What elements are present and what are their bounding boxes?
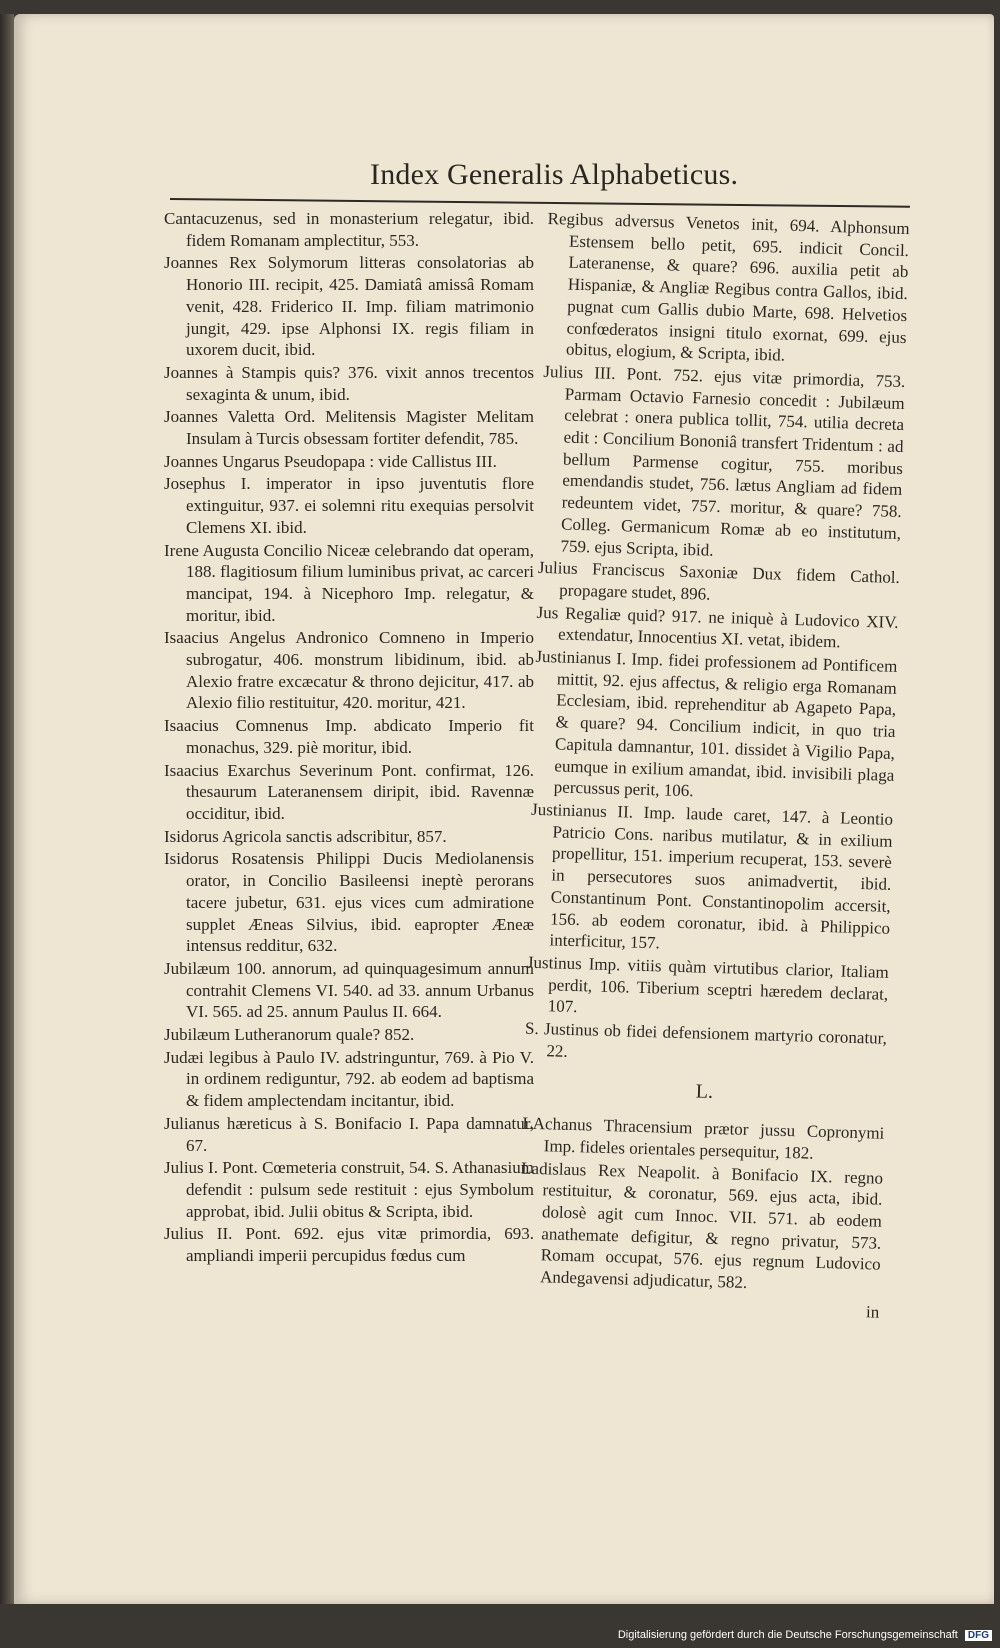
dfg-logo: DFG — [965, 1630, 992, 1641]
index-entry: Jus Regaliæ quid? 917. ne iniquè à Ludovico XIV. extendatur, Innocentius XI. vetat, ibidem. — [536, 602, 899, 652]
index-entry: Cantacuzenus, sed in monasterium relegatur, ibid. fidem Romanam amplectitur, 553. — [164, 209, 534, 250]
footer-credit-text: Digitalisierung gefördert durch die Deutsche Forschungsgemeinschaft — [617, 1629, 958, 1641]
index-entry: Jubilæum Lutheranorum quale? 852. — [164, 1025, 415, 1045]
index-entry: Isaacius Comnenus Imp. abdicato Imperio fit monachus, 329. piè moritur, ibid. — [164, 716, 534, 757]
index-entry: Isaacius Exarchus Severinum Pont. confirmat, 126. thesaurum Lateranensem diripit, ibid. Ravennæ occiditur, ibid. — [164, 760, 534, 823]
index-entry: Julianus hæreticus à S. Bonifacio I. Papa damnatur, 67. — [164, 1113, 534, 1155]
catchword: in — [865, 1302, 880, 1322]
page-title: Index Generalis Alphabeticus. — [370, 158, 739, 191]
index-entry: Ladislaus Rex Neapolit. à Bonifacio IX. regno restituitur, & coronatur, 569. ejus acta, ibid. dolosè agit cum Innoc. VII. 571. ab eodem anathemate defigitur, & regno privatur, 573. Romam occupat, 576. ejus regnum Ludovico Andegavensi adjudicatur, 582. — [520, 1158, 884, 1293]
index-entry: Julius II. Pont. 692. ejus vitæ primordia, 693. ampliandi imperii percupidus fœdus cum — [164, 1224, 534, 1266]
section-heading: L. — [695, 1080, 714, 1104]
index-entry: Isaacius Angelus Andronico Comneno in Imperio subrogatur, 406. monstrum libidinum, ibid. ab Alexio fratre excæcatur & throno dejicitur, 417. ab Alexio filio restituitur, 420. moritur, 421. — [164, 628, 534, 713]
left-column — [164, 208, 534, 1268]
index-entry: Joannes Rex Solymorum litteras consolatorias ab Honorio III. recipit, 425. Damiatâ amissâ Romam venit, 428. Friderico II. Imp. filiam matrimonio jungit, 429. ipse Alphonsi IX. regis filiam in uxorem ducit, ibid. — [164, 253, 534, 360]
index-entry: Joannes à Stampis quis? 376. vixit annos trecentos sexaginta & unum, ibid. — [164, 362, 534, 404]
right-column — [517, 208, 910, 1323]
index-entry: Julius I. Pont. Cœmeteria construit, 54. S. Athanasium defendit : pulsum sede restituit : ejus Symbolum approbat, ibid. Julii obitus & Scripta, ibid. — [164, 1158, 534, 1221]
footer-bar — [0, 1626, 1000, 1648]
index-entry: Joannes Ungarus Pseudopapa : vide Callistus III. — [164, 451, 497, 471]
index-entry: Julius III. Pont. 752. ejus vitæ primordia, 753. Parmam Octavio Farnesio concedit : Jubilæum celebrat : onera publica tollit, 754. utilia decreta edit : Concilium Bononiâ transfert Tridentum : ad bellum Parmense cogitur, 755. moribus emendandis studet, 756. lætus Angliam ad fidem redeuntem videt, 757. moritur, & quare? 758. Colleg. Germanicum Romæ ab eo institutum, 759. ejus Scripta, ibid. — [543, 361, 906, 560]
index-entry: Justinianus II. Imp. laude caret, 147. à Leontio Patricio Cons. naribus mutilatur, & in exilium propellitur, 151. imperium recuperat, 153. severè in persecutores suos animadvertit, ibid. Constantinum Pont. Constantinopolim accersit, 156. ab eodem coronatur, ibid. à Philippico interficitur, 157. — [530, 799, 894, 953]
index-entry: S. Justinus ob fidei defensionem martyrio coronatur, 22. — [524, 1018, 888, 1061]
index-entry: Justinus Imp. vitiis quàm virtutibus clarior, Italiam perdit, 106. Tiberium sceptri hæredem declarat, 107. — [526, 952, 890, 1017]
index-entry: Irene Augusta Concilio Niceæ celebrando dat operam, 188. flagitiosum filium luminibus privat, ac carceri mancipat, 194. à Nicephoro Imp. relegatur, & moritur, ibid. — [164, 540, 534, 625]
index-entry: LAchanus Thracensium prætor jussu Copronymi Imp. fideles orientales persequitur, 182. — [522, 1113, 885, 1163]
footer-credit — [618, 1629, 992, 1641]
index-entry: Julius Franciscus Saxoniæ Dux fidem Cathol. propagare studet, 896. — [537, 558, 901, 604]
index-entry: Joannes Valetta Ord. Melitensis Magister Melitam Insulam à Turcis obsessam fortiter defendit, 785. — [164, 407, 534, 449]
index-entry: Isidorus Rosatensis Philippi Ducis Mediolanensis orator, in Concilio Basileensi ineptè perorans tacere jubetur, 631. ejus vices cum admiratione supplet Æneas Silvius, ibid. eapropter Æneæ intensus redditur, 632. — [164, 849, 534, 956]
index-entry: Justinianus I. Imp. fidei professionem ad Pontificem mittit, 92. ejus affectus, & religio erga Romanam Ecclesiam, ibid. reprehenditur ab Agapeto Papa, & quare? 94. Concilium indicit, in quo tria Capitula damnantur, 101. dissidet à Vigilio Papa, eumque in exilium amandat, ibid. invisibili plaga percussus perit, 106. — [535, 646, 898, 801]
index-entry: Jubilæum 100. annorum, ad quinquagesimum annum contrahit Clemens VI. 540. ad 33. annum Urbanus VI. 565. ad 25. annum Paulus II. 664. — [164, 958, 534, 1022]
index-entry: Regibus adversus Venetos init, 694. Alphonsum Estensem bello petit, 695. indicit Concil. Lateranense, & quare? 696. auxilia petit ab Hispaniæ, & Angliæ Regibus contra Gallos, ibid. pugnat cum Gallis dubio Marte, 698. Helvetios confœderatos insigni titulo exornat, 699. ejus obitus, elogium, & Scripta, ibid. — [547, 208, 910, 365]
index-entry: Isidorus Agricola sanctis adscribitur, 857. — [164, 826, 447, 846]
index-entry: Judæi legibus à Paulo IV. adstringuntur, 769. à Pio V. in ordinem rediguntur, 792. ab eodem ad baptisma & fidem amplectendam incitantur, ibid. — [164, 1047, 534, 1111]
index-entry: Josephus I. imperator in ipso juventutis flore extinguitur, 937. ei solemni ritu exequias persolvit Clemens XI. ibid. — [164, 474, 534, 537]
book-edge — [0, 14, 14, 1604]
